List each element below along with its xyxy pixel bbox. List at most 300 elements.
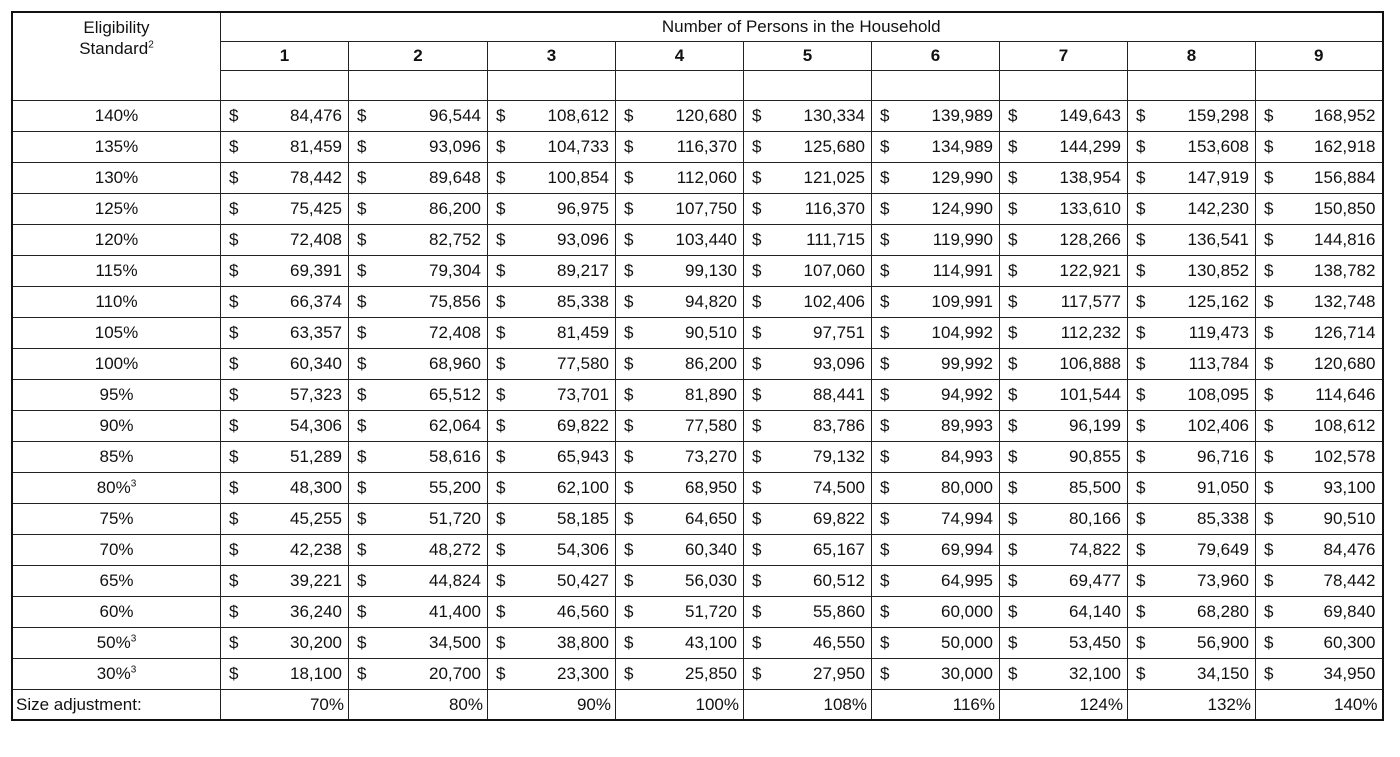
income-limit-value: 153,608 (1187, 137, 1249, 156)
household-size-1-header: 1 (221, 42, 349, 71)
income-limit-cell (221, 256, 349, 287)
eligibility-percent-label: 100% (94, 354, 139, 373)
income-limit-value: 60,340 (290, 354, 342, 373)
income-limit-cell (1256, 411, 1383, 442)
currency-symbol: $ (624, 137, 634, 156)
income-limit-cell (1256, 628, 1383, 659)
currency-symbol: $ (496, 199, 506, 218)
table-row (12, 504, 1383, 535)
income-limit-value: 89,993 (941, 416, 993, 435)
income-limit-value: 53,450 (1069, 633, 1121, 652)
income-limit-value: 107,750 (675, 199, 737, 218)
income-limit-value: 139,989 (931, 106, 993, 125)
income-limit-cell (488, 411, 616, 442)
income-limit-cell (1000, 597, 1128, 628)
income-limit-cell (872, 132, 1000, 163)
income-limit-cell (744, 194, 872, 225)
income-limit-value: 168,952 (1314, 106, 1376, 125)
income-limit-cell (1128, 318, 1256, 349)
income-limit-cell (488, 287, 616, 318)
income-limit-value: 90,855 (1069, 447, 1121, 466)
income-limit-value: 34,500 (429, 633, 481, 652)
currency-symbol: $ (229, 230, 239, 249)
currency-symbol: $ (229, 571, 239, 590)
currency-symbol: $ (496, 385, 506, 404)
income-limit-cell (1256, 101, 1383, 132)
eligibility-percent-label: 65% (99, 571, 134, 590)
currency-symbol: $ (1264, 571, 1274, 590)
income-limit-cell (1128, 473, 1256, 504)
income-limit-value: 58,185 (557, 509, 609, 528)
income-limit-value: 114,991 (932, 261, 993, 280)
income-limit-value: 30,000 (941, 664, 993, 683)
currency-symbol: $ (1008, 106, 1018, 125)
income-limit-value: 73,960 (1197, 571, 1249, 590)
income-limit-value: 147,919 (1187, 168, 1249, 187)
income-limit-cell (221, 504, 349, 535)
income-limit-cell (1128, 535, 1256, 566)
currency-symbol: $ (229, 199, 239, 218)
income-limit-value: 65,167 (813, 540, 865, 559)
eligibility-percent-label: 60% (99, 602, 134, 621)
income-limit-cell (744, 442, 872, 473)
currency-symbol: $ (752, 168, 762, 187)
blank-header-cell (1128, 71, 1256, 101)
currency-symbol: $ (1264, 664, 1274, 683)
currency-symbol: $ (1264, 633, 1274, 652)
income-limit-cell (1256, 194, 1383, 225)
income-limit-value: 69,391 (290, 261, 342, 280)
table-row (12, 256, 1383, 287)
eligibility-percent-label: 135% (94, 137, 139, 156)
currency-symbol: $ (1136, 540, 1146, 559)
income-limit-cell (349, 132, 488, 163)
income-limit-value: 72,408 (429, 323, 481, 342)
currency-symbol: $ (496, 447, 506, 466)
income-limit-value: 162,918 (1314, 137, 1376, 156)
currency-symbol: $ (880, 478, 890, 497)
currency-symbol: $ (357, 633, 367, 652)
income-limit-value: 73,701 (557, 385, 609, 404)
currency-symbol: $ (624, 447, 634, 466)
income-limit-cell (488, 256, 616, 287)
table-row (12, 163, 1383, 194)
size-adjustment-value: 116% (872, 690, 1000, 721)
income-limits-table (11, 11, 1384, 721)
income-limit-cell (616, 194, 744, 225)
eligibility-percent-label: 105% (94, 323, 139, 342)
income-limit-cell (488, 659, 616, 690)
currency-symbol: $ (496, 354, 506, 373)
income-limit-value: 60,512 (813, 571, 865, 590)
currency-symbol: $ (1264, 199, 1274, 218)
currency-symbol: $ (229, 292, 239, 311)
eligibility-standard-header (12, 12, 221, 101)
income-limit-value: 69,994 (941, 540, 993, 559)
currency-symbol: $ (1264, 168, 1274, 187)
currency-symbol: $ (357, 602, 367, 621)
income-limit-cell (872, 535, 1000, 566)
income-limit-cell (221, 659, 349, 690)
income-limit-cell (872, 442, 1000, 473)
currency-symbol: $ (1008, 664, 1018, 683)
income-limit-value: 62,064 (429, 416, 481, 435)
currency-symbol: $ (1264, 292, 1274, 311)
persons-in-household-header: Number of Persons in the Household (221, 12, 1383, 42)
income-limit-value: 75,856 (429, 292, 481, 311)
currency-symbol: $ (752, 261, 762, 280)
income-limit-value: 122,921 (1059, 261, 1121, 280)
income-limit-cell (1000, 659, 1128, 690)
currency-symbol: $ (1264, 540, 1274, 559)
income-limit-cell (221, 318, 349, 349)
income-limit-cell (1256, 597, 1383, 628)
income-limit-cell (1256, 442, 1383, 473)
currency-symbol: $ (357, 106, 367, 125)
eligibility-percent-cell (12, 163, 221, 194)
income-limit-value: 75,425 (290, 199, 342, 218)
income-limit-value: 104,733 (547, 137, 609, 156)
currency-symbol: $ (229, 416, 239, 435)
income-limit-cell (221, 163, 349, 194)
income-limit-cell (488, 442, 616, 473)
blank-header-cell (349, 71, 488, 101)
currency-symbol: $ (752, 199, 762, 218)
currency-symbol: $ (357, 664, 367, 683)
currency-symbol: $ (496, 323, 506, 342)
currency-symbol: $ (880, 385, 890, 404)
income-limit-value: 86,200 (685, 354, 737, 373)
household-size-6-header: 6 (872, 42, 1000, 71)
income-limit-value: 125,680 (803, 137, 865, 156)
income-limit-value: 102,578 (1314, 447, 1376, 466)
income-limit-cell (1000, 504, 1128, 535)
table-row (12, 473, 1383, 504)
income-limit-cell (1128, 380, 1256, 411)
income-limit-value: 130,852 (1187, 261, 1249, 280)
household-size-3-header: 3 (488, 42, 616, 71)
eligibility-percent-cell (12, 473, 221, 504)
eligibility-percent-cell (12, 597, 221, 628)
income-limit-cell (488, 380, 616, 411)
income-limit-cell (1000, 194, 1128, 225)
currency-symbol: $ (357, 571, 367, 590)
income-limit-cell (1128, 349, 1256, 380)
income-limit-value: 106,888 (1059, 354, 1121, 373)
currency-symbol: $ (880, 168, 890, 187)
income-limit-value: 69,822 (813, 509, 865, 528)
currency-symbol: $ (624, 602, 634, 621)
income-limit-value: 84,476 (1323, 540, 1376, 559)
eligibility-percent-cell (12, 628, 221, 659)
currency-symbol: $ (1136, 509, 1146, 528)
income-limit-value: 93,096 (813, 354, 865, 373)
table-row (12, 349, 1383, 380)
currency-symbol: $ (1136, 385, 1146, 404)
currency-symbol: $ (1136, 292, 1146, 311)
currency-symbol: $ (880, 106, 890, 125)
income-limit-cell (349, 256, 488, 287)
income-limit-value: 107,060 (803, 261, 865, 280)
currency-symbol: $ (357, 323, 367, 342)
income-limit-cell (1128, 132, 1256, 163)
income-limit-value: 65,943 (557, 447, 609, 466)
eligibility-percent-cell (12, 659, 221, 690)
income-limits-table-container (11, 11, 1384, 721)
income-limit-cell (221, 597, 349, 628)
currency-symbol: $ (357, 416, 367, 435)
blank-header-cell (744, 71, 872, 101)
currency-symbol: $ (496, 168, 506, 187)
currency-symbol: $ (1264, 602, 1274, 621)
currency-symbol: $ (1136, 106, 1146, 125)
income-limit-value: 81,459 (290, 137, 342, 156)
eligibility-percent-cell (12, 411, 221, 442)
income-limit-value: 144,299 (1059, 137, 1121, 156)
currency-symbol: $ (880, 509, 890, 528)
income-limit-value: 88,441 (813, 385, 865, 404)
currency-symbol: $ (1264, 261, 1274, 280)
income-limit-cell (872, 225, 1000, 256)
income-limit-value: 101,544 (1059, 385, 1121, 404)
income-limit-cell (488, 163, 616, 194)
currency-symbol: $ (752, 323, 762, 342)
income-limit-cell (744, 566, 872, 597)
currency-symbol: $ (1008, 292, 1018, 311)
currency-symbol: $ (752, 292, 762, 311)
currency-symbol: $ (624, 478, 634, 497)
income-limit-cell (616, 411, 744, 442)
currency-symbol: $ (624, 199, 634, 218)
currency-symbol: $ (1008, 602, 1018, 621)
currency-symbol: $ (1008, 509, 1018, 528)
income-limit-value: 44,824 (429, 571, 481, 590)
income-limit-value: 77,580 (685, 416, 737, 435)
blank-header-cell (221, 71, 349, 101)
currency-symbol: $ (1136, 478, 1146, 497)
income-limit-value: 64,995 (941, 571, 993, 590)
income-limit-value: 55,200 (429, 478, 481, 497)
eligibility-percent-cell (12, 504, 221, 535)
income-limit-value: 126,714 (1314, 323, 1376, 342)
eligibility-percent-label: 90% (99, 416, 134, 435)
income-limit-value: 134,989 (931, 137, 993, 156)
currency-symbol: $ (752, 230, 762, 249)
income-limit-value: 84,993 (941, 447, 993, 466)
income-limit-value: 96,716 (1197, 447, 1249, 466)
currency-symbol: $ (1136, 571, 1146, 590)
income-limit-cell (1000, 132, 1128, 163)
income-limit-value: 94,992 (941, 385, 993, 404)
currency-symbol: $ (357, 199, 367, 218)
table-row (12, 442, 1383, 473)
currency-symbol: $ (496, 540, 506, 559)
income-limit-value: 62,100 (557, 478, 609, 497)
income-limit-cell (616, 163, 744, 194)
income-limit-cell (1256, 504, 1383, 535)
household-size-9-header: 9 (1256, 42, 1383, 71)
income-limit-value: 102,406 (1187, 416, 1249, 435)
income-limit-cell (616, 442, 744, 473)
currency-symbol: $ (624, 633, 634, 652)
income-limit-value: 150,850 (1314, 199, 1376, 218)
income-limit-cell (488, 349, 616, 380)
eligibility-percent-cell (12, 318, 221, 349)
income-limit-value: 34,150 (1197, 664, 1249, 683)
income-limit-value: 112,060 (676, 168, 737, 187)
currency-symbol: $ (1008, 540, 1018, 559)
income-limit-cell (744, 132, 872, 163)
income-limit-cell (872, 287, 1000, 318)
size-adjustment-label: Size adjustment: (12, 690, 221, 721)
currency-symbol: $ (624, 292, 634, 311)
income-limit-value: 156,884 (1314, 168, 1376, 187)
currency-symbol: $ (496, 137, 506, 156)
income-limit-value: 100,854 (547, 168, 609, 187)
currency-symbol: $ (752, 416, 762, 435)
income-limit-value: 77,580 (557, 354, 609, 373)
currency-symbol: $ (357, 168, 367, 187)
eligibility-percent-cell (12, 225, 221, 256)
income-limit-cell (221, 380, 349, 411)
income-limit-cell (1128, 411, 1256, 442)
income-limit-value: 104,992 (931, 323, 993, 342)
currency-symbol: $ (357, 261, 367, 280)
income-limit-value: 121,025 (803, 168, 865, 187)
income-limit-cell (221, 473, 349, 504)
income-limits-body (12, 101, 1383, 690)
currency-symbol: $ (229, 509, 239, 528)
income-limit-value: 102,406 (803, 292, 865, 311)
income-limit-value: 85,500 (1069, 478, 1121, 497)
income-limit-value: 58,616 (429, 447, 481, 466)
income-limit-cell (616, 287, 744, 318)
income-limit-value: 90,510 (685, 323, 737, 342)
table-row (12, 628, 1383, 659)
income-limit-value: 38,800 (557, 633, 609, 652)
size-adjustment-value: 90% (488, 690, 616, 721)
income-limit-cell (1256, 256, 1383, 287)
currency-symbol: $ (880, 416, 890, 435)
currency-symbol: $ (880, 199, 890, 218)
currency-symbol: $ (229, 137, 239, 156)
currency-symbol: $ (1264, 354, 1274, 373)
eligibility-percent-label: 125% (94, 199, 139, 218)
income-limit-value: 57,323 (290, 385, 342, 404)
income-limit-value: 133,610 (1059, 199, 1121, 218)
eligibility-percent-label: 85% (99, 447, 134, 466)
income-limit-value: 117,577 (1060, 292, 1121, 311)
income-limit-cell (744, 659, 872, 690)
income-limit-cell (1000, 535, 1128, 566)
currency-symbol: $ (357, 385, 367, 404)
income-limit-value: 27,950 (813, 664, 865, 683)
currency-symbol: $ (752, 571, 762, 590)
income-limit-value: 63,357 (290, 323, 342, 342)
currency-symbol: $ (357, 447, 367, 466)
income-limit-cell (349, 287, 488, 318)
income-limit-value: 65,512 (429, 385, 481, 404)
blank-header-cell (1256, 71, 1383, 101)
income-limit-cell (349, 659, 488, 690)
income-limit-value: 99,130 (685, 261, 737, 280)
income-limit-value: 72,408 (290, 230, 342, 249)
income-limit-value: 144,816 (1314, 230, 1376, 249)
income-limit-value: 74,994 (941, 509, 993, 528)
income-limit-cell (221, 442, 349, 473)
income-limit-cell (1000, 473, 1128, 504)
income-limit-value: 114,646 (1315, 385, 1376, 404)
currency-symbol: $ (752, 509, 762, 528)
currency-symbol: $ (1136, 664, 1146, 683)
income-limit-cell (488, 194, 616, 225)
income-limit-value: 97,751 (813, 323, 865, 342)
income-limit-cell (488, 132, 616, 163)
income-limit-cell (349, 597, 488, 628)
currency-symbol: $ (624, 168, 634, 187)
income-limit-value: 79,132 (813, 447, 865, 466)
currency-symbol: $ (357, 478, 367, 497)
income-limit-value: 79,304 (429, 261, 481, 280)
income-limit-cell (1256, 225, 1383, 256)
income-limit-cell (872, 194, 1000, 225)
table-row (12, 380, 1383, 411)
currency-symbol: $ (624, 323, 634, 342)
income-limit-value: 108,095 (1187, 385, 1249, 404)
income-limit-cell (744, 349, 872, 380)
income-limit-cell (744, 535, 872, 566)
income-limit-value: 34,950 (1323, 664, 1376, 683)
income-limit-value: 81,890 (685, 385, 737, 404)
income-limit-value: 109,991 (931, 292, 993, 311)
currency-symbol: $ (1264, 385, 1274, 404)
currency-symbol: $ (1008, 323, 1018, 342)
eligibility-percent-cell (12, 256, 221, 287)
income-limit-cell (616, 101, 744, 132)
table-row (12, 566, 1383, 597)
income-limit-cell (872, 380, 1000, 411)
currency-symbol: $ (1008, 230, 1018, 249)
income-limit-cell (616, 380, 744, 411)
currency-symbol: $ (1008, 633, 1018, 652)
currency-symbol: $ (1264, 447, 1274, 466)
income-limit-cell (1128, 163, 1256, 194)
income-limit-value: 68,950 (685, 478, 737, 497)
income-limit-value: 51,720 (685, 602, 737, 621)
size-adjustment-value: 132% (1128, 690, 1256, 721)
income-limit-cell (349, 225, 488, 256)
income-limit-value: 68,960 (429, 354, 481, 373)
currency-symbol: $ (357, 230, 367, 249)
income-limit-value: 81,459 (557, 323, 609, 342)
income-limit-cell (349, 380, 488, 411)
currency-symbol: $ (624, 230, 634, 249)
income-limit-cell (1000, 349, 1128, 380)
income-limit-cell (1128, 442, 1256, 473)
income-limit-value: 94,820 (685, 292, 737, 311)
income-limit-cell (616, 318, 744, 349)
currency-symbol: $ (229, 385, 239, 404)
income-limit-cell (349, 473, 488, 504)
currency-symbol: $ (229, 354, 239, 373)
income-limit-value: 69,477 (1069, 571, 1121, 590)
income-limit-cell (221, 101, 349, 132)
currency-symbol: $ (1136, 354, 1146, 373)
income-limit-cell (744, 380, 872, 411)
currency-symbol: $ (624, 385, 634, 404)
income-limit-cell (1000, 163, 1128, 194)
eligibility-percent-label: 110% (95, 292, 138, 311)
